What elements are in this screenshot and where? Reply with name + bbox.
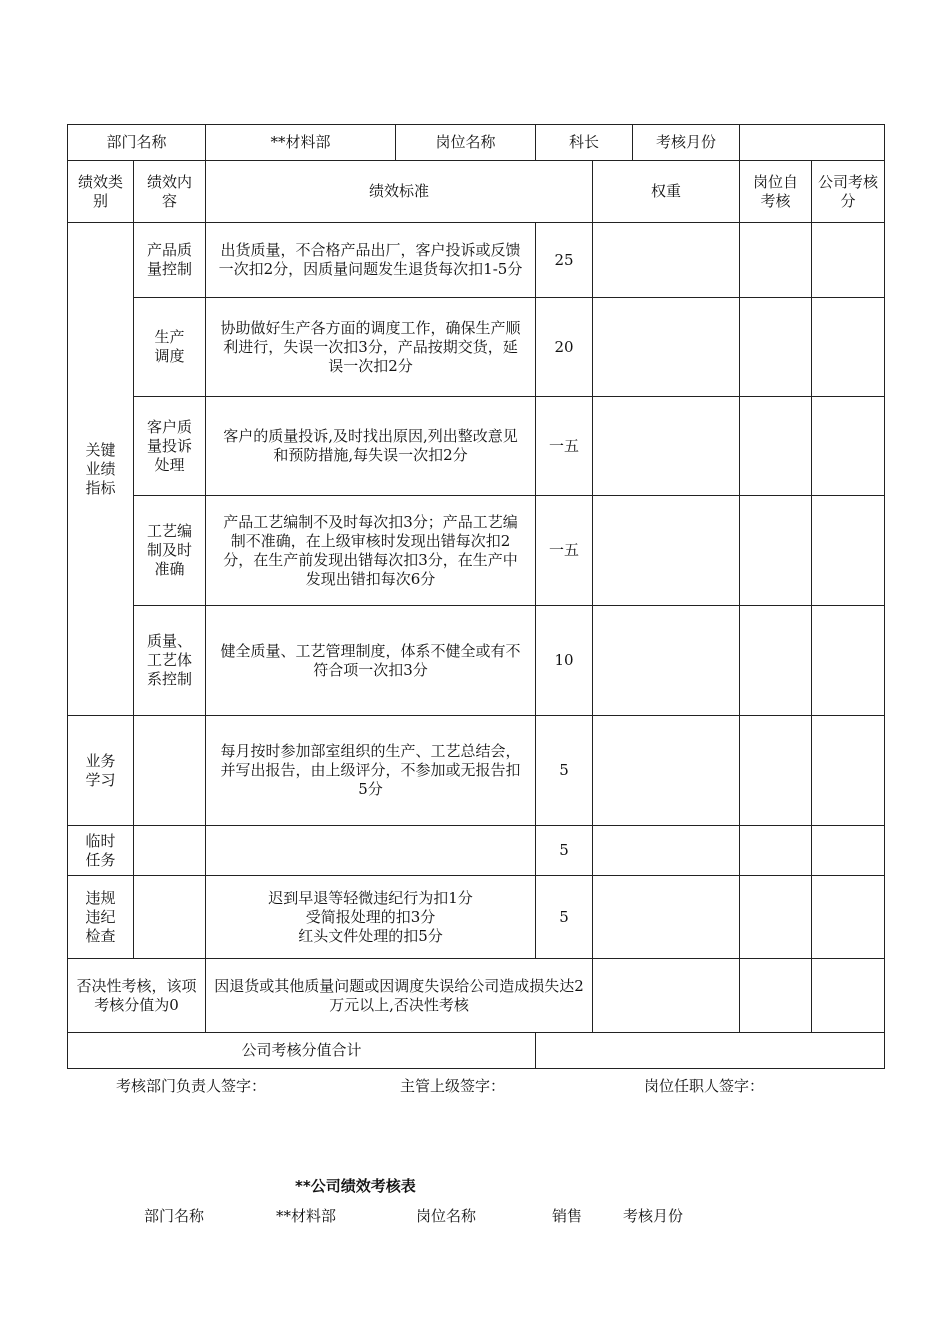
row-weight: 20 bbox=[536, 298, 593, 397]
table-row bbox=[68, 496, 885, 606]
group-key-indicators: 关键业绩指标 bbox=[68, 223, 134, 716]
row-completion[interactable] bbox=[593, 298, 740, 397]
row-standard bbox=[206, 876, 536, 959]
veto-self-score[interactable] bbox=[740, 959, 812, 1033]
row-content: 生产调度 bbox=[134, 298, 206, 397]
row-content bbox=[134, 826, 206, 876]
row-self-score[interactable] bbox=[740, 223, 812, 298]
month-value[interactable] bbox=[740, 125, 885, 161]
violation-line: 红头文件处理的扣5分 bbox=[298, 926, 443, 945]
column-header-row bbox=[68, 161, 885, 223]
veto-completion[interactable] bbox=[593, 959, 740, 1033]
row-company-score[interactable] bbox=[812, 496, 885, 606]
row-content: 产品质量控制 bbox=[134, 223, 206, 298]
header-row bbox=[68, 125, 885, 161]
row-standard: 产品工艺编制不及时每次扣3分；产品工艺编制不准确，在上级审核时发现出错每次扣2分，在生产前发现出错每次扣3分，在生产中发现出错扣每次6分 bbox=[206, 496, 536, 606]
form2-dept-label: 部门名称 bbox=[144, 1207, 205, 1225]
row-self-score[interactable] bbox=[740, 606, 812, 716]
veto-text: 因退货或其他质量问题或因调度失误给公司造成损失达2万元以上,否决性考核 bbox=[206, 959, 593, 1033]
group-violations: 违规违纪检查 bbox=[68, 876, 134, 959]
row-weight: 25 bbox=[536, 223, 593, 298]
col-self-score: 岗位自考核 bbox=[740, 161, 812, 223]
form2-dept-value: **材料部 bbox=[276, 1207, 337, 1225]
row-weight: 5 bbox=[536, 826, 593, 876]
veto-row bbox=[68, 959, 885, 1033]
row-content bbox=[134, 716, 206, 826]
col-content: 绩效内容 bbox=[134, 161, 206, 223]
indicator-table bbox=[67, 222, 885, 1069]
row-standard: 出货质量，不合格产品出厂，客户投诉或反馈一次扣2分，因质量问题发生退货每次扣1-5分 bbox=[206, 223, 536, 298]
group-temp-tasks: 临时任务 bbox=[68, 826, 134, 876]
row-standard: 每月按时参加部室组织的生产、工艺总结会，并写出报告，由上级评分，不参加或无报告扣5分 bbox=[206, 716, 536, 826]
row-company-score[interactable] bbox=[812, 876, 885, 959]
signature-line bbox=[0, 1075, 950, 1095]
veto-company-score[interactable] bbox=[812, 959, 885, 1033]
row-self-score[interactable] bbox=[740, 826, 812, 876]
row-content: 质量、工艺体系控制 bbox=[134, 606, 206, 716]
row-completion[interactable] bbox=[593, 606, 740, 716]
col-weight: 权重 bbox=[593, 161, 740, 223]
row-weight: 5 bbox=[536, 876, 593, 959]
group-study: 业务学习 bbox=[68, 716, 134, 826]
table-row bbox=[68, 826, 885, 876]
row-self-score[interactable] bbox=[740, 397, 812, 496]
month-label: 考核月份 bbox=[633, 125, 740, 161]
dept-value: **材料部 bbox=[206, 125, 396, 161]
row-company-score[interactable] bbox=[812, 826, 885, 876]
table-row bbox=[68, 606, 885, 716]
dept-head-signature: 考核部门负责人签字： bbox=[116, 1077, 267, 1095]
row-content bbox=[134, 876, 206, 959]
row-completion[interactable] bbox=[593, 826, 740, 876]
table-row bbox=[68, 716, 885, 826]
row-content: 工艺编制及时准确 bbox=[134, 496, 206, 606]
dept-label: 部门名称 bbox=[68, 125, 206, 161]
performance-table bbox=[67, 124, 885, 223]
row-standard: 协助做好生产各方面的调度工作，确保生产顺利进行，失误一次扣3分，产品按期交货，延误一次扣2分 bbox=[206, 298, 536, 397]
row-completion[interactable] bbox=[593, 876, 740, 959]
violation-line: 迟到早退等轻微违纪行为扣1分 bbox=[268, 888, 473, 907]
row-company-score[interactable] bbox=[812, 298, 885, 397]
total-row bbox=[68, 1033, 885, 1069]
row-company-score[interactable] bbox=[812, 223, 885, 298]
row-company-score[interactable] bbox=[812, 716, 885, 826]
post-label: 岗位名称 bbox=[396, 125, 536, 161]
table-row bbox=[68, 298, 885, 397]
row-self-score[interactable] bbox=[740, 876, 812, 959]
row-completion[interactable] bbox=[593, 716, 740, 826]
form2-post-value: 销售 bbox=[552, 1207, 583, 1225]
col-standard: 绩效标准 bbox=[206, 161, 593, 223]
row-standard: 健全质量、工艺管理制度，体系不健全或有不符合项一次扣3分 bbox=[206, 606, 536, 716]
row-standard bbox=[206, 826, 536, 876]
supervisor-signature: 主管上级签字： bbox=[400, 1077, 506, 1095]
violation-line: 受简报处理的扣3分 bbox=[305, 907, 436, 926]
table-row bbox=[68, 397, 885, 496]
row-content: 客户质量投诉处理 bbox=[134, 397, 206, 496]
veto-label: 否决性考核，该项考核分值为0 bbox=[68, 959, 206, 1033]
row-weight: 一五 bbox=[536, 496, 593, 606]
form2-title: **公司绩效考核表 bbox=[295, 1177, 416, 1195]
employee-signature: 岗位任职人签字： bbox=[644, 1077, 765, 1095]
row-company-score[interactable] bbox=[812, 606, 885, 716]
row-standard: 客户的质量投诉,及时找出原因,列出整改意见和预防措施,每失误一次扣2分 bbox=[206, 397, 536, 496]
row-weight: 5 bbox=[536, 716, 593, 826]
total-value[interactable] bbox=[536, 1033, 885, 1069]
table-row bbox=[68, 876, 885, 959]
form2-month-label: 考核月份 bbox=[623, 1207, 684, 1225]
col-category: 绩效类别 bbox=[68, 161, 134, 223]
row-completion[interactable] bbox=[593, 223, 740, 298]
row-self-score[interactable] bbox=[740, 298, 812, 397]
form2-post-label: 岗位名称 bbox=[416, 1207, 477, 1225]
post-value: 科长 bbox=[536, 125, 633, 161]
row-self-score[interactable] bbox=[740, 716, 812, 826]
row-weight: 一五 bbox=[536, 397, 593, 496]
total-label: 公司考核分值合计 bbox=[68, 1033, 536, 1069]
row-company-score[interactable] bbox=[812, 397, 885, 496]
row-self-score[interactable] bbox=[740, 496, 812, 606]
table-row bbox=[68, 223, 885, 298]
col-company-score: 公司考核分 bbox=[812, 161, 885, 223]
row-completion[interactable] bbox=[593, 496, 740, 606]
row-completion[interactable] bbox=[593, 397, 740, 496]
row-weight: 10 bbox=[536, 606, 593, 716]
